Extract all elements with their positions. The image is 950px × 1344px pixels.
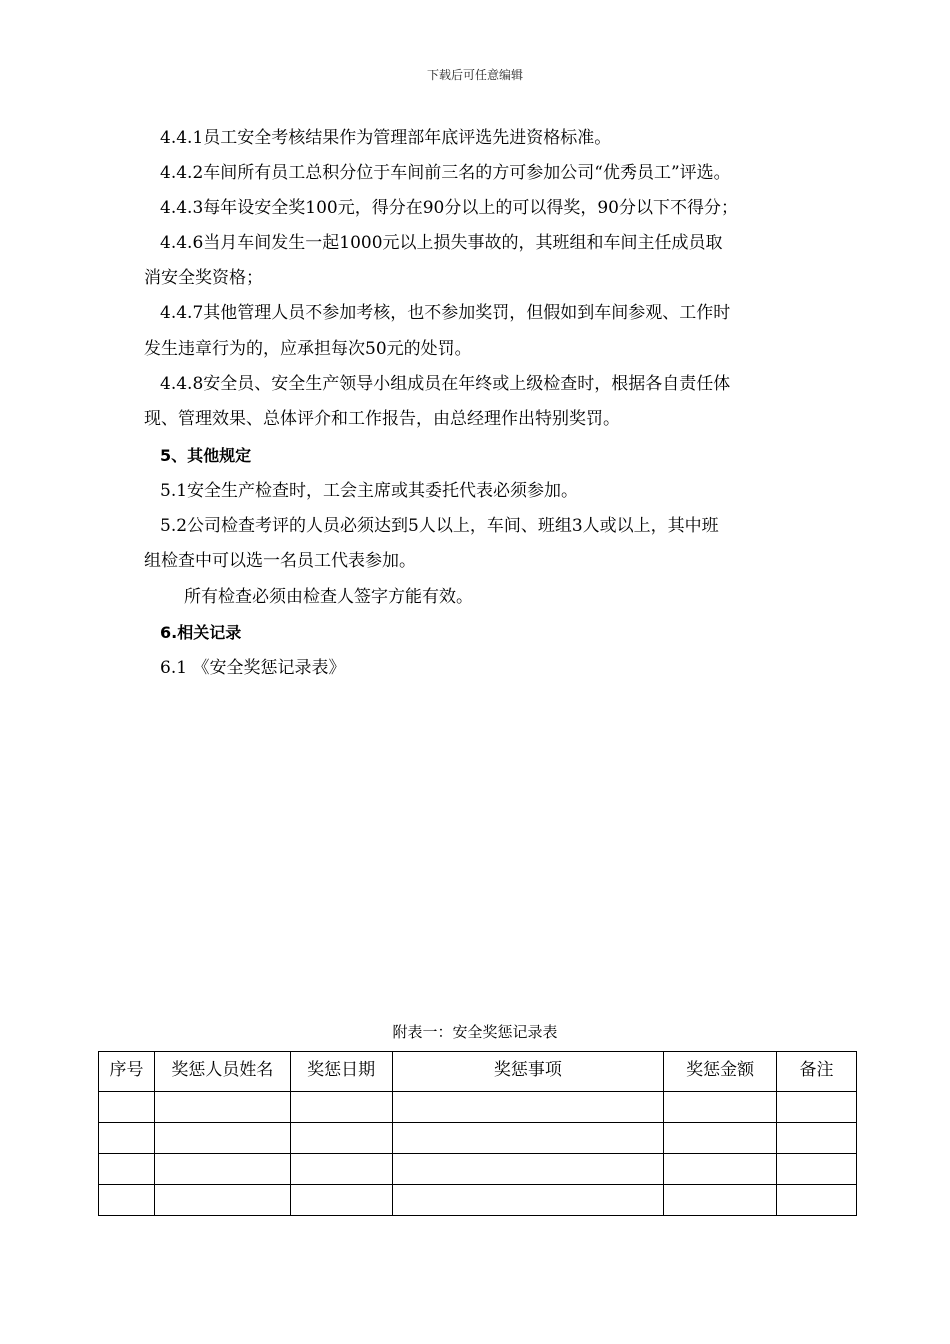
clause-4-4-6-cont: 消安全奖资格；	[144, 268, 263, 288]
signature-rule: 所有检查必须由检查人签字方能有效。	[184, 587, 473, 607]
table-row	[99, 1123, 857, 1154]
col-header-matter: 奖惩事项	[392, 1052, 664, 1092]
clause-4-4-3: 4.4.3每年设安全奖100元，得分在90分以上的可以得奖，90分以下不得分；	[160, 198, 738, 218]
table-caption: 附表一：安全奖惩记录表	[392, 1023, 558, 1041]
table-cell[interactable]	[777, 1154, 857, 1185]
col-header-index: 序号	[99, 1052, 155, 1092]
clause-4-4-8: 4.4.8安全员、安全生产领导小组成员在年终或上级检查时，根据各自责任体	[160, 374, 731, 394]
clause-4-4-1: 4.4.1员工安全考核结果作为管理部年底评选先进资格标准。	[160, 128, 612, 148]
table-cell[interactable]	[99, 1092, 155, 1123]
table-cell[interactable]	[392, 1154, 664, 1185]
table-cell[interactable]	[154, 1123, 290, 1154]
table-cell[interactable]	[154, 1185, 290, 1216]
table-row	[99, 1154, 857, 1185]
col-header-amount: 奖惩金额	[664, 1052, 777, 1092]
table-cell[interactable]	[99, 1123, 155, 1154]
clause-5-1: 5.1安全生产检查时，工会主席或其委托代表必须参加。	[160, 481, 579, 501]
section-5-heading: 5、其他规定	[160, 446, 252, 465]
table-cell[interactable]	[392, 1092, 664, 1123]
table-cell[interactable]	[777, 1123, 857, 1154]
table-cell[interactable]	[392, 1185, 664, 1216]
table-row	[99, 1092, 857, 1123]
clause-4-4-2: 4.4.2车间所有员工总积分位于车间前三名的方可参加公司“优秀员工”评选。	[160, 163, 731, 183]
table-header-row	[99, 1052, 857, 1092]
col-header-remarks: 备注	[777, 1052, 857, 1092]
table-cell[interactable]	[154, 1154, 290, 1185]
clause-5-2-cont: 组检查中可以选一名员工代表参加。	[144, 551, 416, 571]
table-cell[interactable]	[290, 1092, 392, 1123]
table-cell[interactable]	[664, 1185, 777, 1216]
clause-4-4-8-cont: 现、管理效果、总体评介和工作报告，由总经理作出特别奖罚。	[144, 409, 620, 429]
table-cell[interactable]	[154, 1092, 290, 1123]
table-cell[interactable]	[392, 1123, 664, 1154]
col-header-person-name: 奖惩人员姓名	[154, 1052, 290, 1092]
table-cell[interactable]	[290, 1154, 392, 1185]
table-cell[interactable]	[664, 1154, 777, 1185]
reward-penalty-table	[98, 1051, 857, 1216]
table-cell[interactable]	[777, 1185, 857, 1216]
table-cell[interactable]	[99, 1154, 155, 1185]
table-cell[interactable]	[664, 1092, 777, 1123]
clause-4-4-6: 4.4.6当月车间发生一起1000元以上损失事故的，其班组和车间主任成员取	[160, 233, 723, 253]
clause-5-2: 5.2公司检查考评的人员必须达到5人以上，车间、班组3人或以上，其中班	[160, 516, 719, 536]
table-cell[interactable]	[664, 1123, 777, 1154]
col-header-date: 奖惩日期	[290, 1052, 392, 1092]
clause-4-4-7: 4.4.7其他管理人员不参加考核，也不参加奖罚，但假如到车间参观、工作时	[160, 303, 731, 323]
section-6-heading: 6.相关记录	[160, 623, 242, 642]
table-cell[interactable]	[777, 1092, 857, 1123]
table-row	[99, 1185, 857, 1216]
table-cell[interactable]	[290, 1123, 392, 1154]
table-cell[interactable]	[290, 1185, 392, 1216]
clause-4-4-7-cont: 发生违章行为的，应承担每次50元的处罚。	[144, 339, 472, 359]
table-cell[interactable]	[99, 1185, 155, 1216]
header-note: 下载后可任意编辑	[426, 68, 523, 82]
clause-6-1: 6.1 《安全奖惩记录表》	[160, 658, 346, 678]
